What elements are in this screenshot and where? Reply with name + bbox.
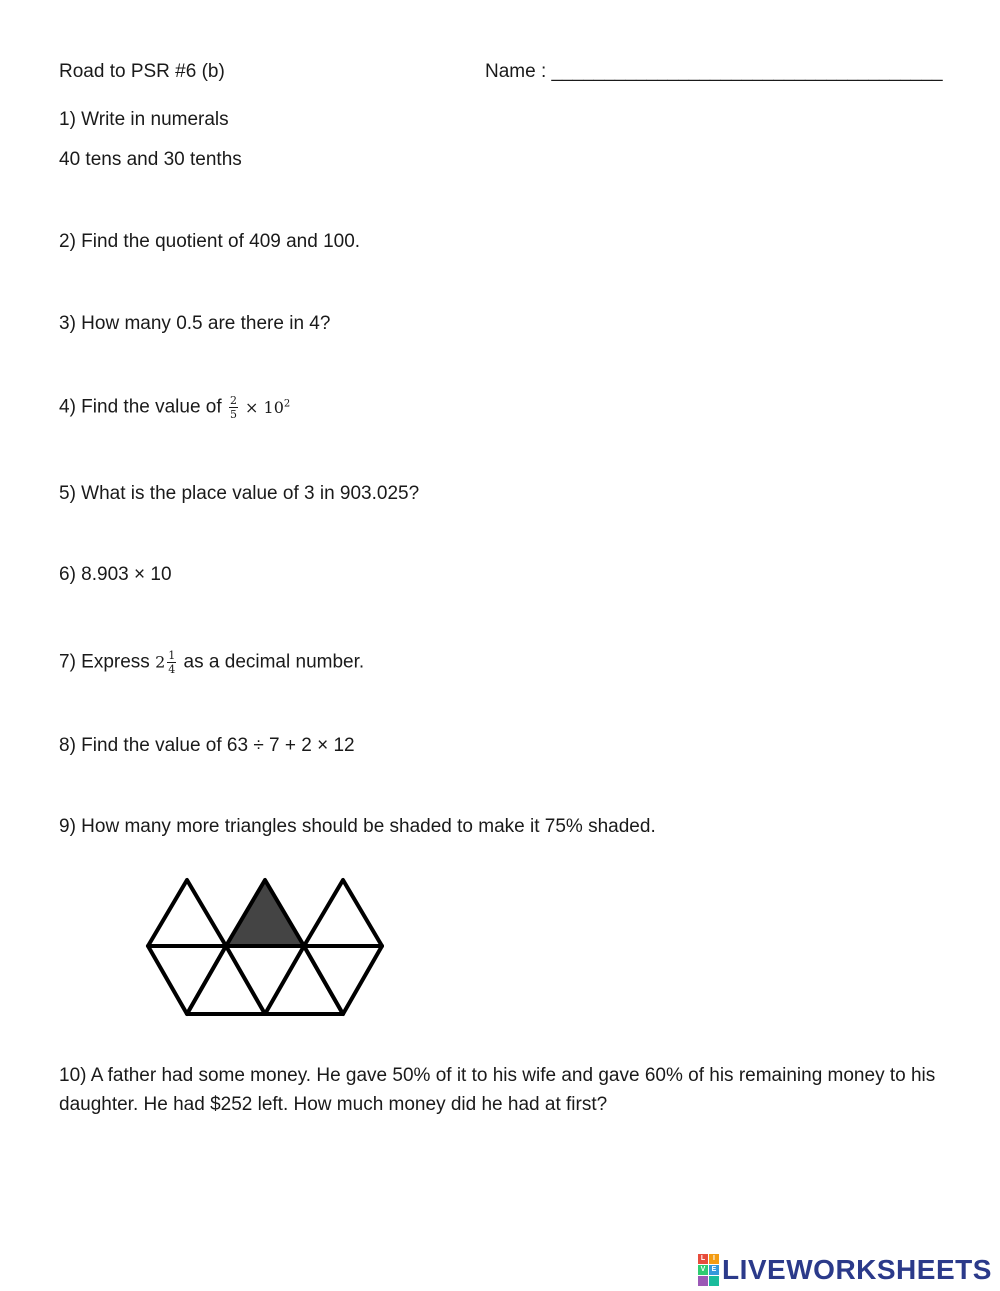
question-4-times: × $10^2$ bbox=[239, 397, 291, 417]
question-7-suffix: as a decimal number. bbox=[178, 651, 365, 673]
question-2: 2) Find the quotient of 409 and 100. bbox=[59, 231, 361, 252]
question-6: 6) 8.903 × 10 bbox=[59, 564, 172, 585]
question-1: 1) Write in numerals bbox=[59, 109, 229, 130]
question-7-prefix: 7) Express bbox=[59, 651, 156, 673]
triangle-3 bbox=[304, 880, 382, 946]
name-label: Name : bbox=[485, 61, 552, 82]
question-7 bbox=[59, 650, 364, 675]
triangle-figure bbox=[140, 872, 400, 1022]
question-1-sub: 40 tens and 30 tenths bbox=[59, 149, 242, 170]
name-blank: _____________________________________ bbox=[551, 61, 943, 82]
question-3: 3) How many 0.5 are there in 4? bbox=[59, 313, 331, 334]
triangle-1 bbox=[148, 880, 226, 946]
question-10: 10) A father had some money. He gave 50% of it to his wife and gave 60% of his remaining money to his daughter. He had $252 left. How much money did he had at first? bbox=[59, 1065, 936, 1115]
logo-blocks-icon: L I V E bbox=[698, 1254, 719, 1286]
question-4-prefix: 4) Find the value of bbox=[59, 396, 227, 418]
liveworksheets-logo[interactable] bbox=[698, 1254, 992, 1286]
triangle-2-shaded bbox=[226, 880, 304, 946]
question-4 bbox=[59, 395, 290, 420]
mixed-number-whole: 2 bbox=[155, 652, 166, 672]
worksheet-title: Road to PSR #6 (b) bbox=[59, 61, 225, 82]
fraction-two-fifths: $\frac{2}{5}$ bbox=[229, 394, 237, 421]
question-5: 5) What is the place value of 3 in 903.025? bbox=[59, 483, 420, 504]
name-field[interactable] bbox=[485, 61, 943, 84]
logo-wordmark: LIVEWORKSHEETS bbox=[722, 1254, 992, 1285]
question-8: 8) Find the value of 63 ÷ 7 + 2 × 12 bbox=[59, 735, 355, 756]
question-9: 9) How many more triangles should be shaded to make it 75% shaded. bbox=[59, 816, 656, 837]
fraction-one-fourth: $\frac{1}{4}$ bbox=[168, 649, 176, 676]
